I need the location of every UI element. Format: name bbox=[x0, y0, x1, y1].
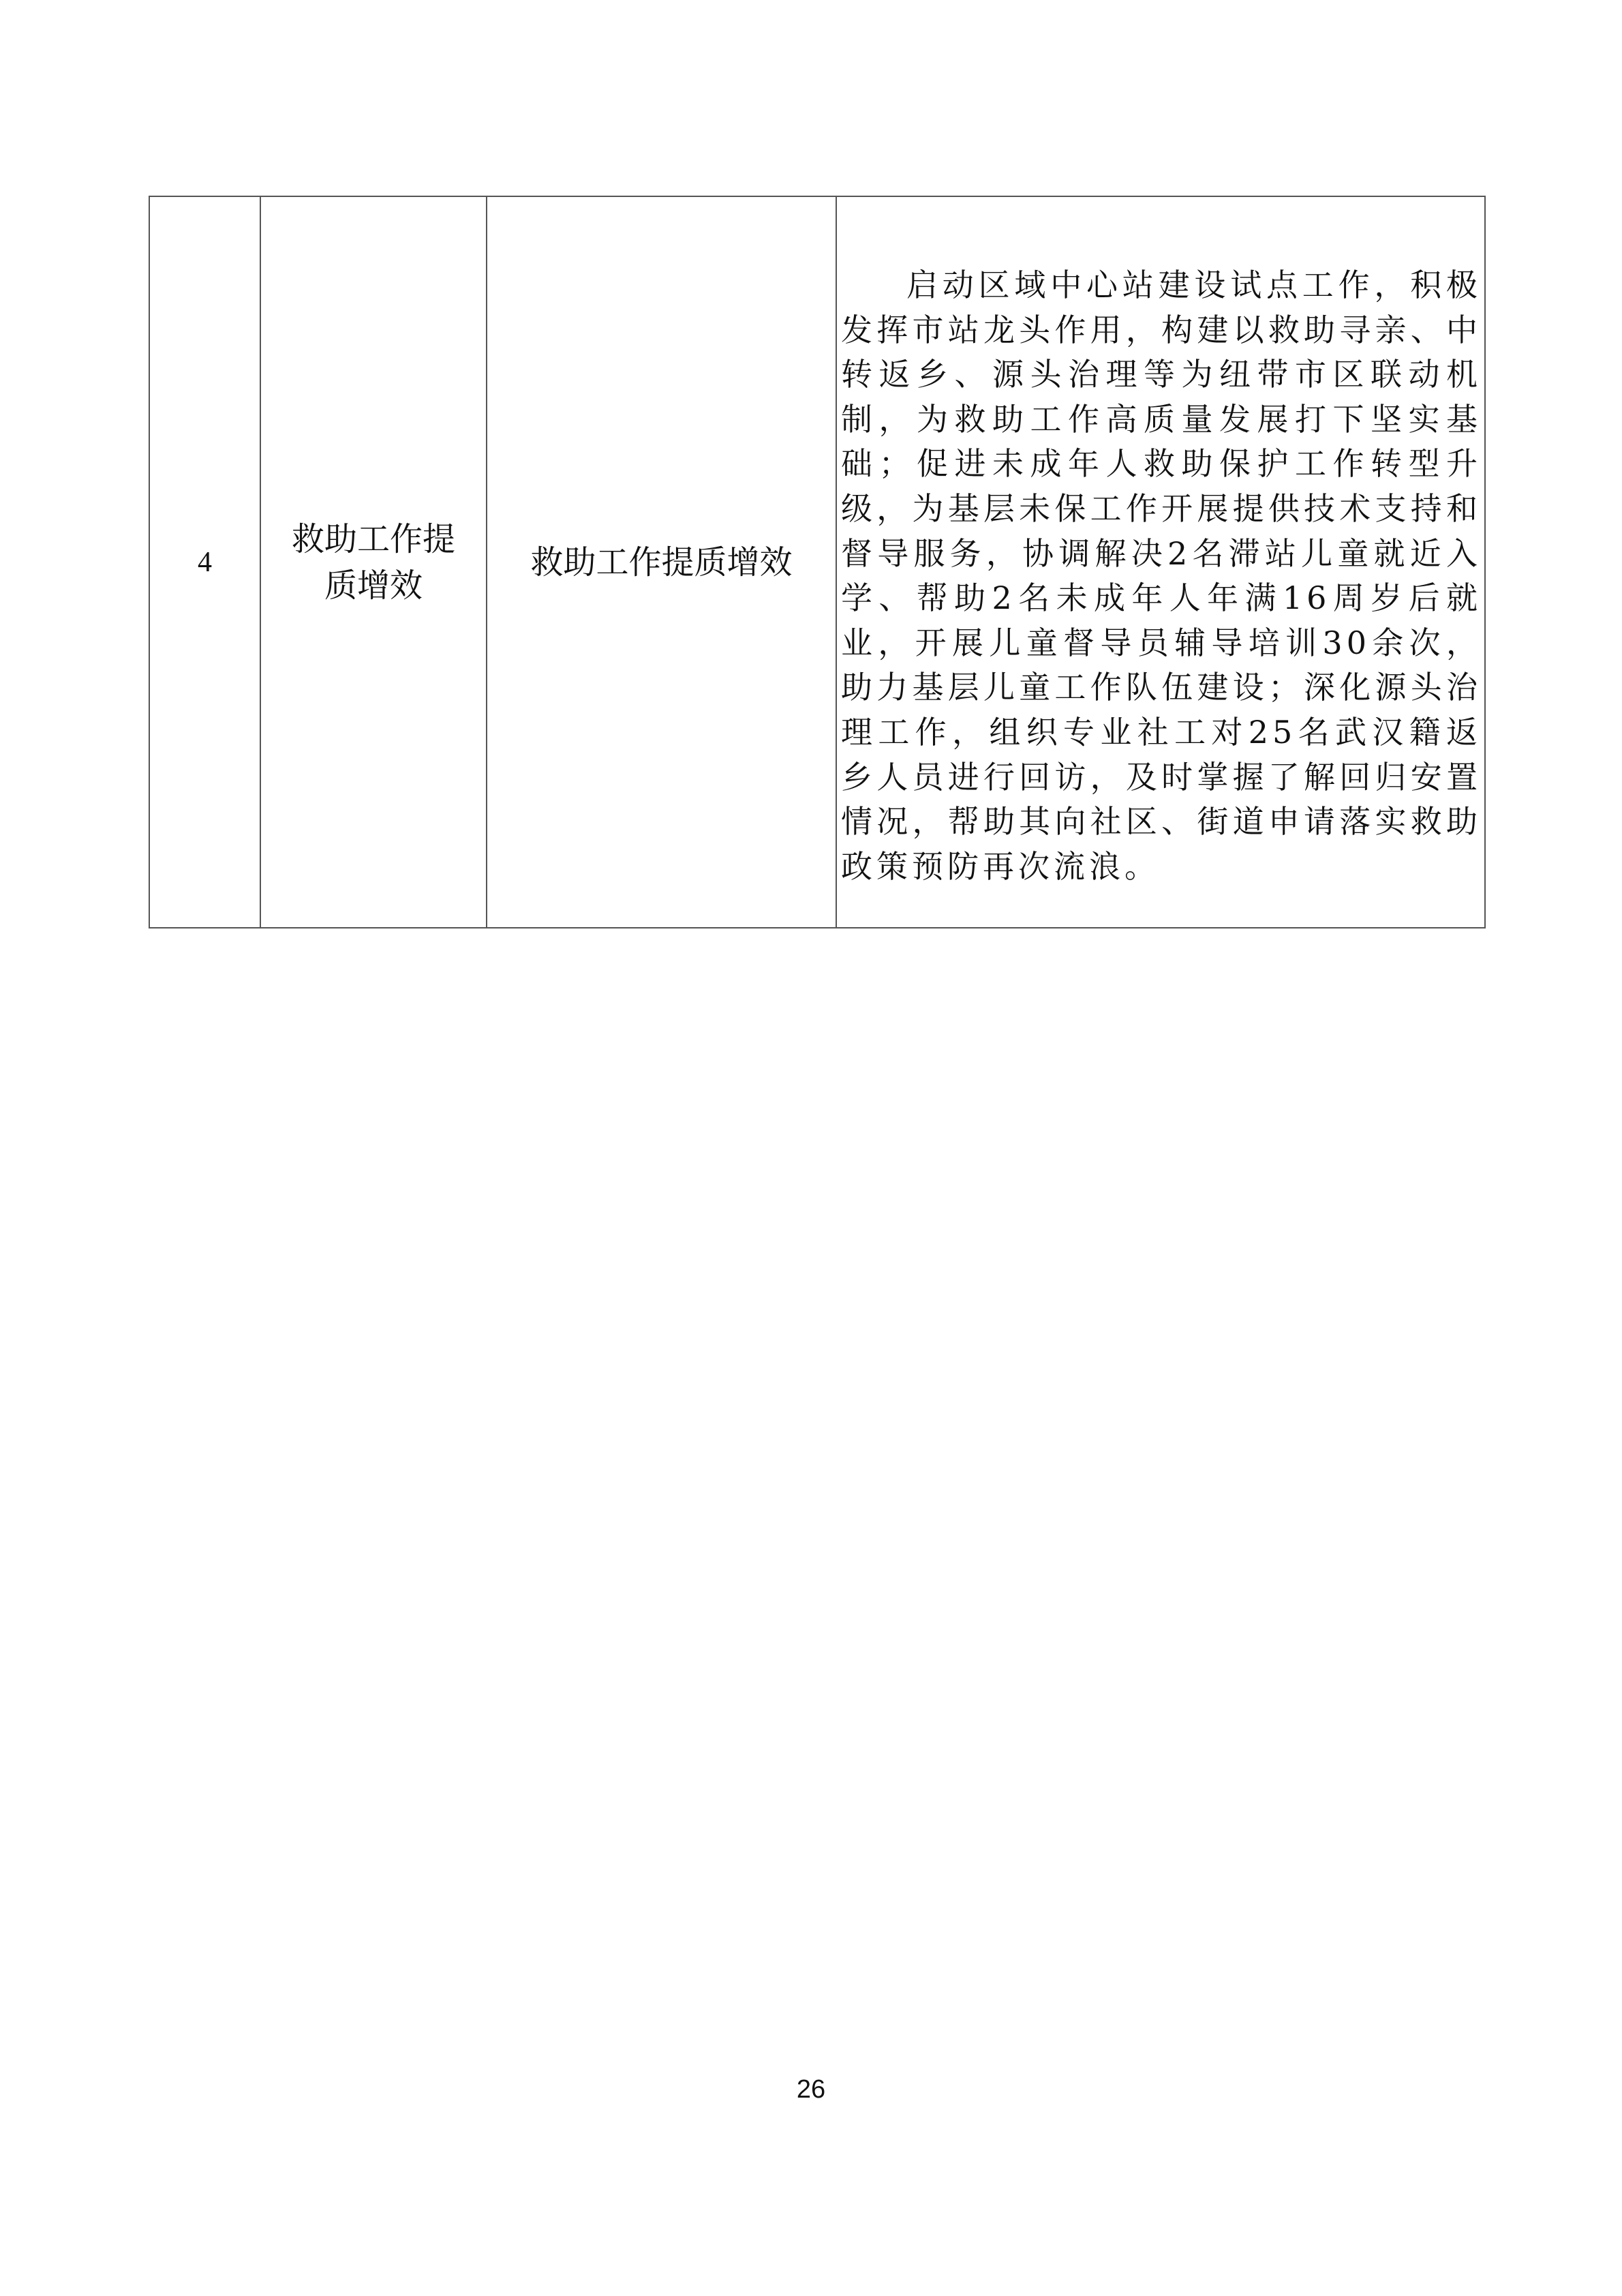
content-text: 启动区域中心站建设试点工作，积极发挥市站龙头作用，构建以救助寻亲、中转返乡、源头治理等为纽带市区联动机制，为救助工作高质量发展打下坚实基础；促进未成年人救助保护工作转型升级，为基层未保工作开展提供技术支持和督导服务，协调解决2名滞站儿童就近入学、帮助2名未成年人年满16周岁后就业，开展儿童督导员辅导培训30余次，助力基层儿童工作队伍建设；深化源头治理工作，组织专业社工对25名武汉籍返乡人员进行回访，及时掌握了解回归安置情况，帮助其向社区、街道申请落实救助政策预防再次流浪。 bbox=[841, 267, 1482, 885]
project-name: 救助工作提质增效 bbox=[291, 519, 455, 605]
row-index-cell bbox=[149, 196, 260, 928]
page-number: 26 bbox=[796, 2075, 826, 2104]
target-cell bbox=[487, 196, 836, 928]
project-name-cell bbox=[260, 196, 487, 928]
work-item-table bbox=[149, 196, 1486, 928]
target-text: 救助工作提质增效 bbox=[530, 543, 793, 581]
table-row bbox=[149, 196, 1485, 928]
row-index: 4 bbox=[198, 546, 212, 578]
content-cell bbox=[836, 196, 1485, 928]
